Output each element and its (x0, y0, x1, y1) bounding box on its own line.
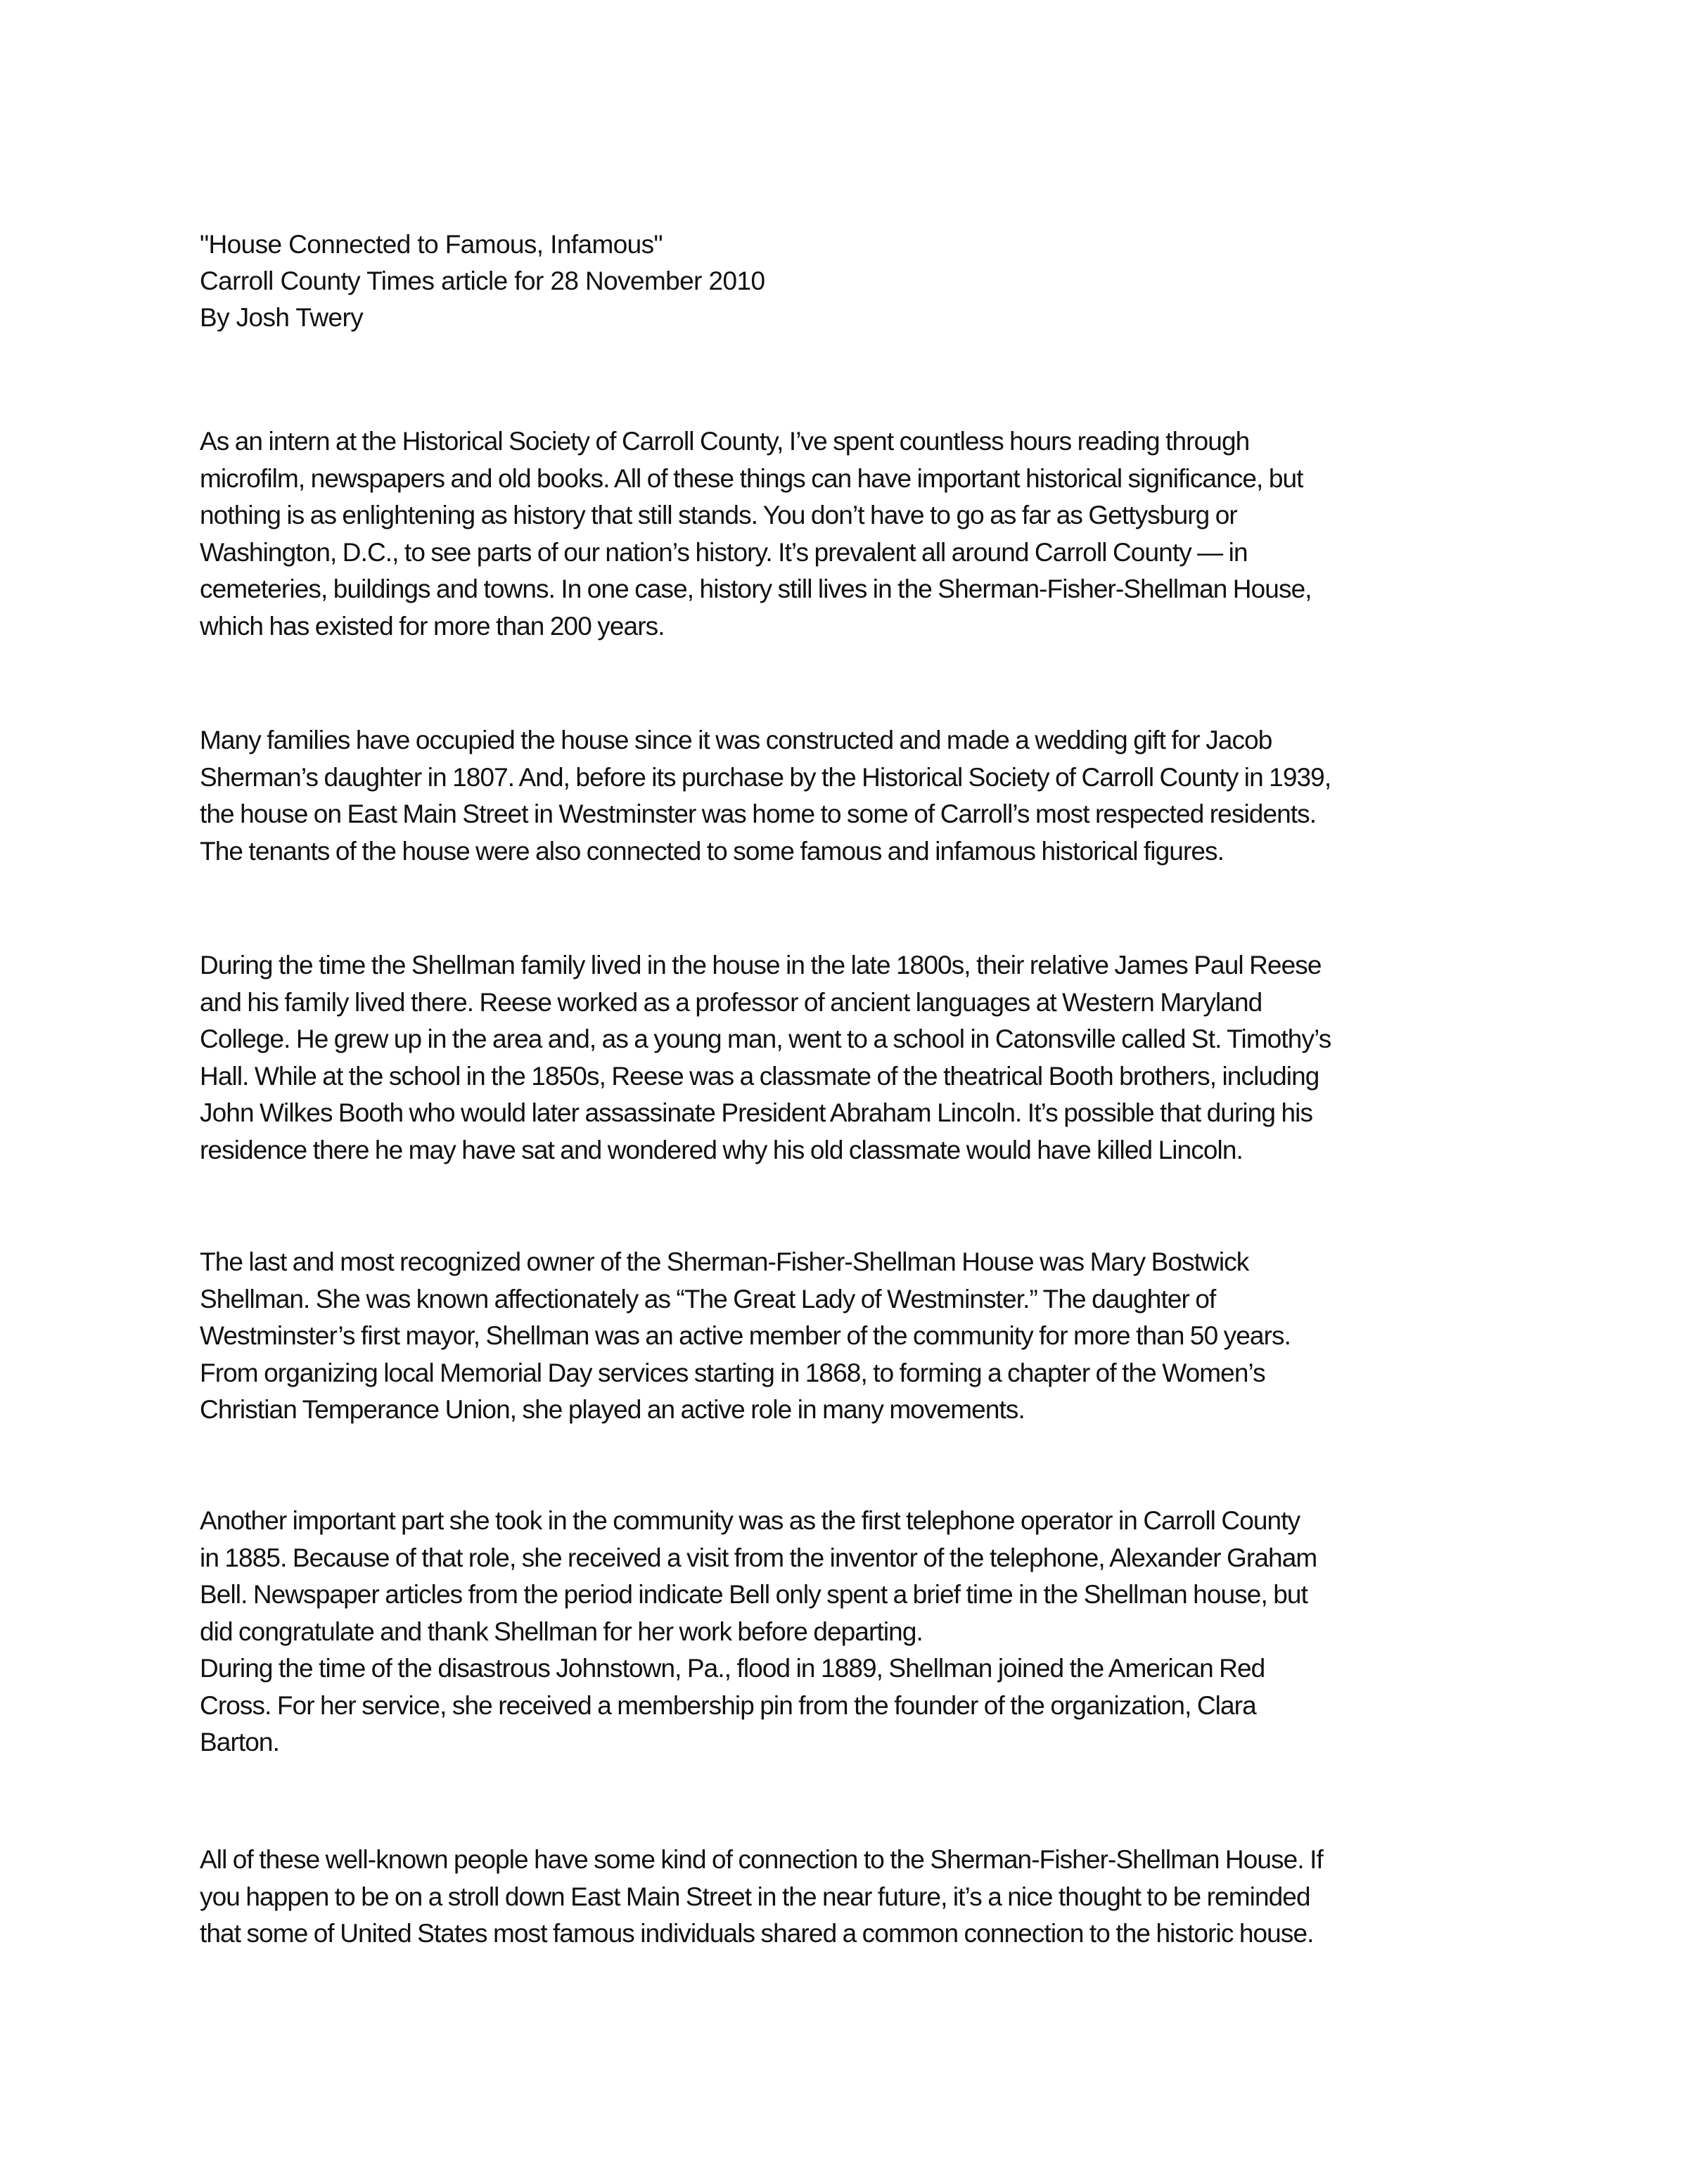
paragraph-reese (200, 947, 1331, 1169)
text-line: residence there he may have sat and wondered why his old classmate would have killed Lincoln. (200, 1135, 1243, 1164)
text-line: Bell. Newspaper articles from the period indicate Bell only spent a brief time in the Shellman house, but (200, 1580, 1307, 1609)
text-line: Westminster’s first mayor, Shellman was an active member of the community for more than 50 years. (200, 1321, 1291, 1350)
text-line: Hall. While at the school in the 1850s, Reese was a classmate of the theatrical Booth brothers, including (200, 1061, 1319, 1091)
text-line: Barton. (200, 1728, 279, 1756)
text-line: The last and most recognized owner of the Sherman-Fisher-Shellman House was Mary Bostwick (200, 1247, 1249, 1276)
text-line: Christian Temperance Union, she played an active role in many movements. (200, 1395, 1025, 1424)
paragraph-mary-shellman (200, 1244, 1291, 1429)
text-line: the house on East Main Street in Westminster was home to some of Carroll’s most respected residents. (200, 799, 1317, 828)
text-line: you happen to be on a stroll down East Main Street in the near future, it’s a nice thought to be reminded (200, 1882, 1310, 1911)
text-line: Shellman. She was known affectionately as “The Great Lady of Westminster.” The daughter of (200, 1284, 1216, 1313)
text-line: From organizing local Memorial Day services starting in 1868, to forming a chapter of the Women’s (200, 1358, 1265, 1387)
text-line: Washington, D.C., to see parts of our nation’s history. It’s prevalent all around Carroll County — in (200, 537, 1248, 567)
text-line: Many families have occupied the house since it was constructed and made a wedding gift for Jacob (200, 726, 1272, 754)
text-line: microfilm, newspapers and old books. All of these things can have important historical significance, but (200, 463, 1303, 493)
text-line: College. He grew up in the area and, as a young man, went to a school in Catonsville called St. Timothy’s (200, 1024, 1331, 1053)
text-line: that some of United States most famous individuals shared a common connection to the historic house. (200, 1919, 1314, 1948)
paragraph-intro (200, 423, 1312, 645)
document-page (200, 226, 1522, 1948)
text-line: in 1885. Because of that role, she received a visit from the inventor of the telephone, Alexander Graham (200, 1543, 1317, 1572)
byline: By Josh Twery (200, 303, 364, 332)
text-line: As an intern at the Historical Society of Carroll County, I’ve spent countless hours reading through (200, 427, 1250, 456)
text-line: which has existed for more than 200 years. (200, 611, 665, 641)
publication-line: Carroll County Times article for 28 November 2010 (200, 266, 765, 295)
text-line: Cross. For her service, she received a membership pin from the founder of the organization, Clara (200, 1690, 1256, 1720)
text-line: Sherman’s daughter in 1807. And, before its purchase by the Historical Society of Carroll County in 1939, (200, 762, 1331, 792)
text-line: During the time the Shellman family lived in the house in the late 1800s, their relative James Paul Reese (200, 951, 1322, 979)
paragraph-conclusion (200, 1842, 1323, 1953)
paragraph-families (200, 722, 1331, 870)
text-line: cemeteries, buildings and towns. In one case, history still lives in the Sherman-Fisher-Shellman House, (200, 574, 1312, 603)
text-line: During the time of the disastrous Johnstown, Pa., flood in 1889, Shellman joined the American Red (200, 1654, 1265, 1683)
article-title: "House Connected to Famous, Infamous" (200, 230, 663, 259)
text-line: All of these well-known people have some kind of connection to the Sherman-Fisher-Shellman House. If (200, 1845, 1323, 1874)
text-line: John Wilkes Booth who would later assassinate President Abraham Lincoln. It’s possible that during his (200, 1098, 1313, 1127)
article-header (200, 226, 1522, 336)
text-line: Another important part she took in the community was as the first telephone operator in Carroll County (200, 1506, 1300, 1535)
text-line: and his family lived there. Reese worked as a professor of ancient languages at Western Maryland (200, 987, 1262, 1017)
paragraph-telephone-red-cross (200, 1503, 1317, 1761)
text-line: did congratulate and thank Shellman for her work before departing. (200, 1617, 923, 1646)
text-line: The tenants of the house were also connected to some famous and infamous historical figures. (200, 836, 1225, 866)
text-line: nothing is as enlightening as history that still stands. You don’t have to go as far as Gettysburg or (200, 501, 1237, 529)
